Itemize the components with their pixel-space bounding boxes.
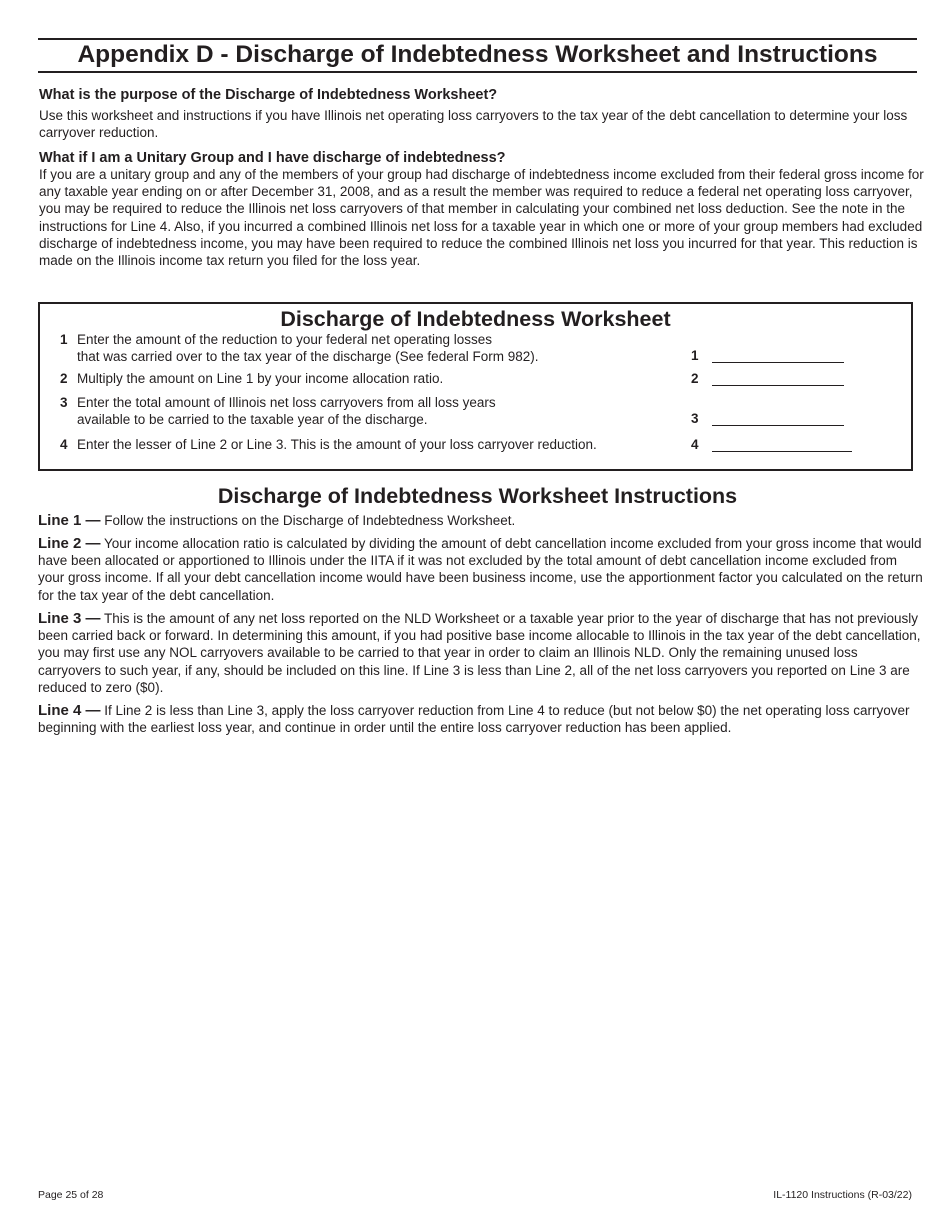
line-ref: 3 xyxy=(691,411,699,426)
line-text-a: Enter the total amount of Illinois net loss carryovers from all loss years xyxy=(77,395,496,410)
purpose-body: Use this worksheet and instructions if you have Illinois net operating loss carryovers to the tax year of the debt cancellation to determine your loss carryover reduction. xyxy=(39,108,908,141)
instruction-text: Follow the instructions on the Discharge of Indebtedness Worksheet. xyxy=(104,513,516,528)
worksheet-title: Discharge of Indebtedness Worksheet xyxy=(280,307,671,331)
instruction-line-4 xyxy=(38,702,923,736)
form-id: IL-1120 Instructions (R-03/22) xyxy=(773,1189,912,1201)
instruction-text: This is the amount of any net loss reported on the NLD Worksheet or a taxable year prior to the year of discharge that has not previously been carried back or forward. In determining this amount, if you had positive base income allocable to Illinois in the tax year of the debt cancellation, you may first use any NOL carryovers available to be carried to that year in order to claim an Illinois NLD. Only the remaining unused loss carryovers to such year, if any, should be included on this line. If Line 3 is less than Line 2, all of the net loss carryovers you reported on Line 3 are reduced to zero ($0). xyxy=(38,611,921,695)
instructions-title: Discharge of Indebtedness Worksheet Instructions xyxy=(217,484,738,508)
line-4-amount-field[interactable] xyxy=(712,451,852,452)
unitary-body: If you are a unitary group and any of the members of your group had discharge of indebtedness income excluded from their federal gross income for any taxable year ending on or after December 31, 2008, and as a result the member was required to reduce a federal net operating loss carryover, you may be required to reduce the Illinois net loss carryovers of that member in calculating your combined net loss deduction. See the note in the instructions for Line 4. Also, if you incurred a combined Illinois net loss for a taxable year in which one or more of your group members had excluded discharge of indebtedness income, you may have been required to reduce the combined Illinois net loss you incurred for that year. This reduction is made on the Illinois income tax return you filed for the loss year. xyxy=(39,167,924,269)
line-ref: 1 xyxy=(691,348,699,363)
line-text xyxy=(77,332,697,365)
line-text xyxy=(77,395,697,428)
instruction-line-2 xyxy=(38,535,923,604)
instruction-label: Line 1 — xyxy=(38,512,101,529)
line-number: 1 xyxy=(60,332,68,347)
line-text-b: available to be carried to the taxable year of the discharge. xyxy=(77,411,428,427)
line-1-amount-field[interactable] xyxy=(712,362,844,363)
instruction-label: Line 2 — xyxy=(38,535,101,552)
title-rule-bottom xyxy=(38,71,917,73)
line-text: Multiply the amount on Line 1 by your income allocation ratio. xyxy=(77,371,444,386)
line-number: 4 xyxy=(60,437,68,452)
unitary-heading: What if I am a Unitary Group and I have discharge of indebtedness? xyxy=(39,150,506,166)
line-text-b: that was carried over to the tax year of the discharge (See federal Form 982). xyxy=(77,348,539,364)
line-ref: 2 xyxy=(691,371,699,386)
instruction-label: Line 3 — xyxy=(38,610,101,627)
line-text-a: Enter the amount of the reduction to your federal net operating losses xyxy=(77,332,493,347)
purpose-heading: What is the purpose of the Discharge of Indebtedness Worksheet? xyxy=(39,87,498,103)
instruction-label: Line 4 — xyxy=(38,702,101,719)
line-2-amount-field[interactable] xyxy=(712,385,844,386)
worksheet-box xyxy=(38,302,913,471)
page-number: Page 25 of 28 xyxy=(38,1189,104,1201)
page-title: Appendix D - Discharge of Indebtedness Worksheet and Instructions xyxy=(77,41,878,68)
instruction-text: If Line 2 is less than Line 3, apply the loss carryover reduction from Line 4 to reduce (but not below $0) the net operating loss carryover beginning with the earliest loss year, and continue in order until the entire loss carryover reduction has been applied. xyxy=(38,703,910,736)
line-ref: 4 xyxy=(691,437,699,452)
instruction-text: Your income allocation ratio is calculated by dividing the amount of debt cancellation income excluded from your gross income that would have been allocated or apportioned to Illinois under the IITA if it was not excluded by the total amount of debt cancellation income excluded from your gross income. If all your debt cancellation income would have been business income, use the apportionment factor you calculated on the return for the tax year of the debt cancellation. xyxy=(38,536,923,603)
instruction-line-1 xyxy=(38,512,923,529)
line-3-amount-field[interactable] xyxy=(712,425,844,426)
line-number: 3 xyxy=(60,395,68,410)
line-number: 2 xyxy=(60,371,68,386)
instruction-line-3 xyxy=(38,610,923,696)
line-text: Enter the lesser of Line 2 or Line 3. This is the amount of your loss carryover reduction. xyxy=(77,437,597,452)
